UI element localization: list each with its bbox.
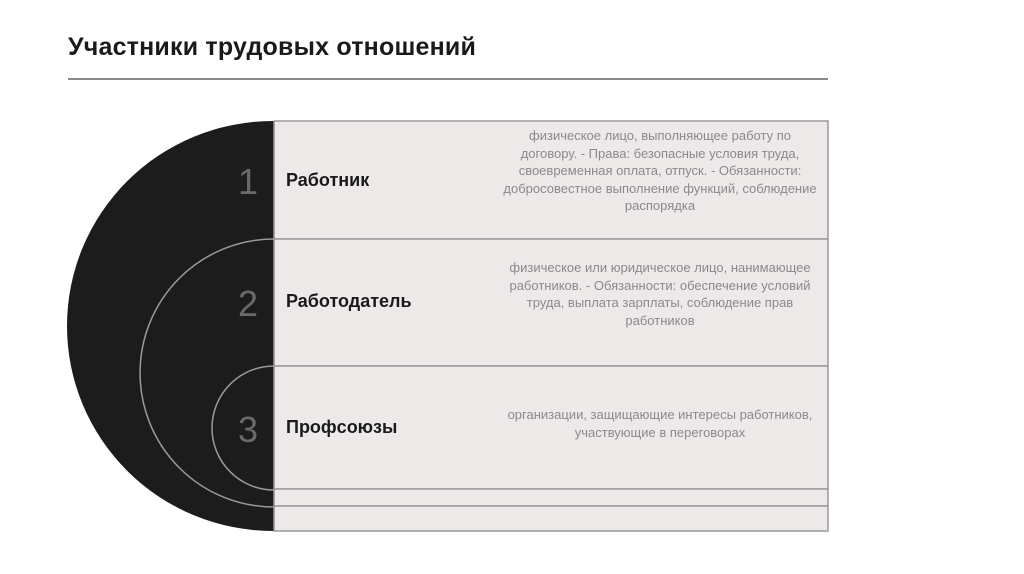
participant-name-2: Работодатель [286, 291, 412, 311]
participant-description-3: организации, защищающие интересы работников, участвующие в переговорах [507, 407, 813, 440]
participant-name-3: Профсоюзы [286, 417, 398, 437]
participant-name-1: Работник [286, 170, 370, 190]
row-background-4 [274, 489, 828, 506]
participant-description-1: физическое лицо, выполняющее работу по договору. - Права: безопасные условия труда, своевременная оплата, отпуск. - Обязанности: добросовестное выполнение функций, соблюдение распорядка [503, 128, 817, 213]
participant-description-2: физическое или юридическое лицо, нанимающее работников. - Обязанности: обеспечение условий труда, выплата зарплаты, соблюдение прав работников [509, 260, 811, 328]
participant-number-2: 2 [237, 283, 259, 324]
slide-title: Участники трудовых отношений [68, 33, 477, 61]
participant-number-3: 3 [237, 409, 259, 450]
row-background-5 [274, 506, 828, 531]
participant-number-1: 1 [237, 161, 259, 202]
